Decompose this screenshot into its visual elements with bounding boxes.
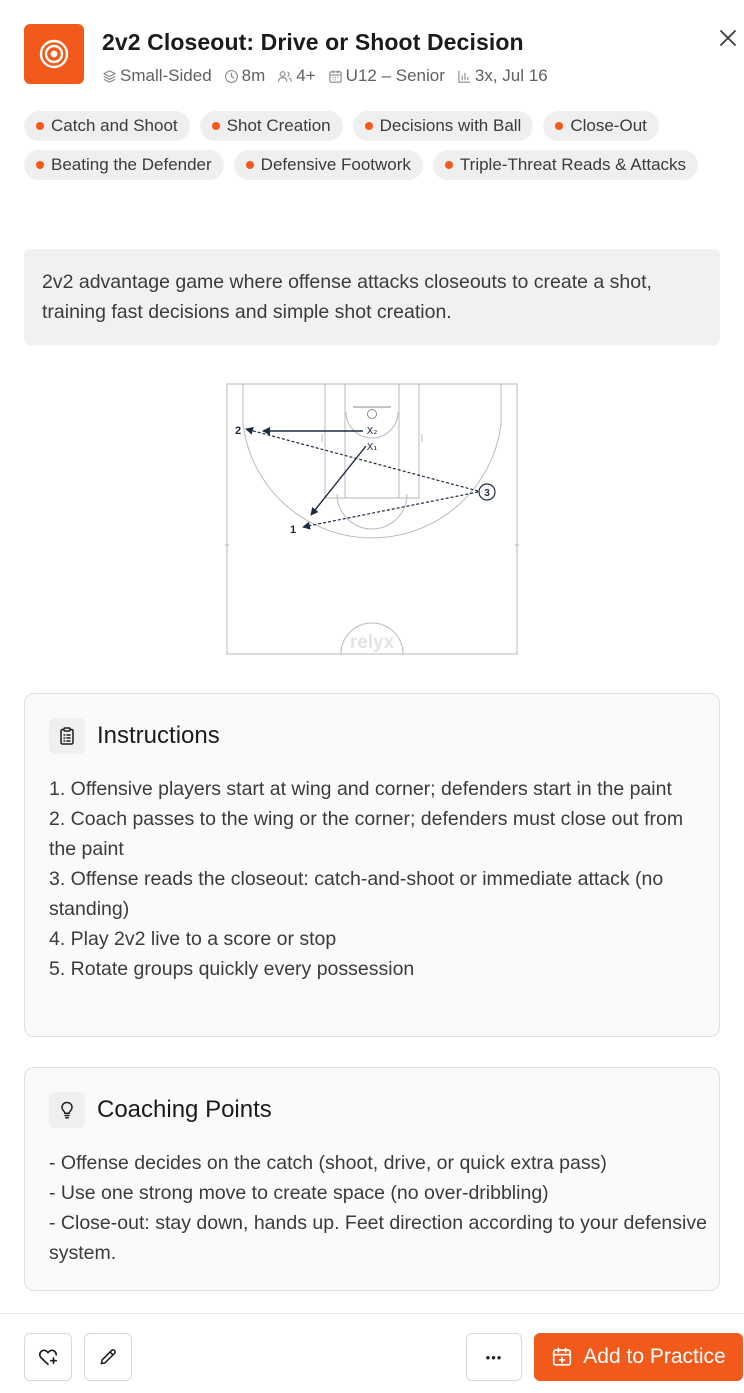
instructions-list	[49, 774, 709, 984]
player-1-label: 1	[289, 524, 297, 536]
drill-description: 2v2 advantage game where offense attacks closeouts to create a shot, training fast decisions and simple shot creation.	[24, 249, 720, 345]
tag-label: Decisions with Ball	[379, 116, 522, 135]
meta-category-label: Small-Sided	[120, 66, 212, 85]
play-lines	[246, 429, 478, 527]
tag-label: Triple-Threat Reads & Attacks	[459, 155, 687, 174]
tag-label: Close-Out	[570, 116, 647, 135]
close-icon[interactable]	[716, 26, 740, 50]
coaching-points-list	[49, 1148, 709, 1268]
instruction-step: 5. Rotate groups quickly every possession	[49, 958, 415, 980]
footer-actions	[0, 1313, 744, 1393]
tag-dot	[36, 122, 44, 130]
heart-plus-icon	[37, 1346, 59, 1368]
tag[interactable]	[543, 111, 659, 141]
coaching-point: - Close-out: stay down, hands up. Feet direction according to your defensive system.	[49, 1212, 707, 1264]
target-icon	[24, 24, 84, 84]
add-to-practice-label: Add to Practice	[583, 1345, 726, 1368]
layers-icon	[102, 69, 117, 84]
meta-usage	[457, 66, 548, 86]
instruction-step: 3. Offense reads the closeout: catch-and-shoot or immediate attack (no standing)	[49, 868, 664, 920]
tag-dot	[246, 161, 254, 169]
pass-to-2	[246, 429, 478, 491]
player-3	[479, 484, 495, 500]
calendar-icon	[328, 69, 343, 84]
defender-x1-label: X₁	[366, 442, 378, 453]
player-2-label: 2	[234, 425, 242, 437]
instructions-card	[24, 693, 720, 1037]
tag[interactable]	[234, 150, 423, 180]
meta-duration	[224, 66, 266, 86]
drill-header	[24, 24, 744, 88]
tag-label: Beating the Defender	[51, 155, 212, 174]
pass-to-1	[303, 492, 478, 527]
meta-level-label: U12 – Senior	[345, 66, 445, 85]
watermark: relyx	[349, 632, 395, 653]
more-options-label: •••	[485, 1349, 503, 1365]
instruction-step: 1. Offensive players start at wing and corner; defenders start in the paint	[49, 778, 672, 800]
drill-meta	[102, 66, 560, 86]
favorite-button[interactable]	[24, 1333, 72, 1381]
lightbulb-icon	[49, 1092, 85, 1128]
tag-dot	[365, 122, 373, 130]
tag-dot	[445, 161, 453, 169]
more-options-button[interactable]	[466, 1333, 522, 1381]
skill-tags	[24, 111, 714, 189]
tag-label: Shot Creation	[226, 116, 331, 135]
tag-label: Defensive Footwork	[260, 155, 411, 174]
tag-dot	[36, 161, 44, 169]
bar-chart-icon	[457, 69, 472, 84]
court-lines	[225, 384, 519, 654]
coaching-point: - Use one strong move to create space (no over-dribbling)	[49, 1182, 549, 1204]
defender-x2-label: X₂	[366, 426, 378, 437]
coaching-points-card	[24, 1067, 720, 1291]
tag[interactable]	[200, 111, 343, 141]
drill-title: 2v2 Closeout: Drive or Shoot Decision	[102, 29, 524, 55]
tag[interactable]	[433, 150, 698, 180]
tag-dot	[555, 122, 563, 130]
clock-icon	[224, 69, 239, 84]
meta-players-label: 4+	[296, 66, 316, 85]
instruction-step: 2. Coach passes to the wing or the corner; defenders must close out from the paint	[49, 808, 684, 860]
coaching-point: - Offense decides on the catch (shoot, drive, or quick extra pass)	[49, 1152, 607, 1174]
instructions-header	[49, 718, 220, 754]
meta-level	[328, 66, 445, 86]
instructions-title: Instructions	[97, 722, 220, 749]
add-to-practice-button[interactable]	[534, 1333, 743, 1381]
meta-usage-label: 3x, Jul 16	[474, 66, 548, 85]
tag[interactable]	[24, 150, 224, 180]
tag-dot	[212, 122, 220, 130]
player-3-label: 3	[484, 488, 490, 499]
edit-button[interactable]	[84, 1333, 132, 1381]
clipboard-list-icon	[49, 718, 85, 754]
tag[interactable]	[353, 111, 534, 141]
coaching-points-header	[49, 1092, 272, 1128]
users-icon	[277, 69, 293, 84]
meta-category	[102, 66, 212, 86]
tag[interactable]	[24, 111, 190, 141]
meta-duration-label: 8m	[241, 66, 266, 85]
pencil-icon	[98, 1347, 118, 1367]
tag-label: Catch and Shoot	[51, 116, 178, 135]
meta-players	[277, 66, 315, 86]
instruction-step: 4. Play 2v2 live to a score or stop	[49, 928, 337, 950]
coaching-points-title: Coaching Points	[97, 1096, 272, 1123]
court-diagram	[225, 382, 521, 656]
calendar-plus-icon	[551, 1346, 573, 1368]
